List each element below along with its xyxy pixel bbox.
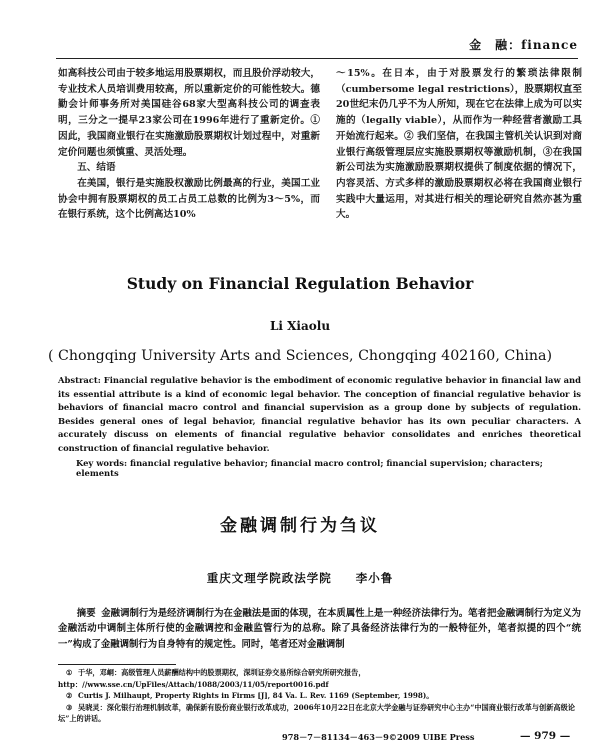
footnote-marker: ②: [66, 691, 73, 701]
print-info: 978－7－81134－463－9©2009 UIBE Press: [282, 732, 475, 742]
footnote-marker: ③: [66, 702, 73, 712]
keywords-label: Key words:: [76, 458, 128, 468]
section-heading-conclusion: 五、结语: [77, 162, 116, 174]
header-rule: [56, 58, 578, 59]
abstract-text: Financial regulative behavior is the embodiment of economic regulative behavior in financial law and its essential attribute is a kind of economic legal behavior. The conception of financial regulative behavior is behaviors of financial macro control and financial supervision as a group done by subjects of regulation. Besides general ones of legal behavior, financial regulative behavior has its own peculiar characters. A accurately discuss on elements of financial regulative behavior consolidates and enriches theoretical construction of financial regulative behavior.: [58, 375, 581, 453]
footnote-rule: [58, 664, 176, 665]
footnote-text: 吴晓灵：深化银行治理机制改革，确保新有股份商业银行改革成功，2006年10月22日在北京大学金融与证券研究中心主办“中国商业银行改革与创新高级论坛”上的讲话。: [58, 702, 575, 724]
right-paragraph-1: ～15%。在日本，由于对股票发行的繁琐法律限制（cumbersome legal restrictions），股票期权直至20世纪末仍几乎不为人所知，现在它在法律上成为可以实施的（legally viable），从而作为一种经营者激励工具开始流行起来。② 我们坚信，在我国主管机关认识到对商业银行高级管理层应实施股票期权等激励机制，③在我国新公司法为实施激励股票期权提供了制度依据的情况下，内容灵活、方式多样的激励股票期权必将在我国商业银行实践中大量运用，对其进行相关的理论研究自然亦甚为重大。: [336, 68, 582, 221]
english-author: Li Xiaolu: [269, 319, 331, 333]
footnote-1: [58, 667, 581, 690]
chinese-abstract: [58, 606, 581, 652]
chinese-abstract-text: 金融调制行为是经济调制行为在金融法是面的体现，在本质属性上是一种经济法律行为。笔者把金融调制行为定义为金融活动中调制主体所行使的金融调控和金融监管行为的总称。除了具备经济法律行为的一般特征外，笔者拟提的四个“统一”构成了金融调制行为自身特有的规定性。同时，笔者还对金融调制: [58, 608, 581, 650]
english-title: Study on Financial Regulation Behavior: [126, 274, 474, 293]
footnote-marker: ①: [66, 668, 73, 677]
left-column: [58, 66, 320, 223]
chinese-author: 李小鲁: [355, 571, 394, 585]
footnote-3: [58, 702, 581, 725]
running-head: 金 融：finance: [469, 38, 578, 52]
chinese-abstract-label: 摘要: [76, 608, 96, 619]
english-affiliation: ( Chongqing University Arts and Sciences, Chongqing 402160, China): [47, 348, 553, 364]
footnote-text: Curtis J. Milhaupt, Property Rights in Firms [J], 84 Va. L. Rev. 1169 (September, 1998)。: [78, 691, 434, 701]
keywords-text: financial regulative behavior; financial macro control; financial supervision; characters; elements: [76, 458, 543, 478]
left-paragraph-2: 在美国，银行是实施股权激励比例最高的行业，美国工业协会中拥有股票期权的员工占员工总数的比例为3～5%，而在银行系统，这个比例高达10%: [58, 177, 320, 221]
footnotes: [58, 667, 581, 725]
chinese-title: 金融调制行为刍议: [220, 516, 380, 536]
page-number: — 979 —: [520, 730, 571, 742]
abstract-label: Abstract:: [58, 375, 101, 385]
chinese-affiliation: 重庆文理学院政法学院: [206, 571, 332, 585]
english-keywords: [76, 458, 581, 478]
english-abstract: [58, 374, 581, 456]
left-paragraph-1: 如高科技公司由于较多地运用股票期权，而且股价浮动较大，专业技术人员培训费用较高，所以重新定价的可能性较大。德勤会计师事务所对美国硅谷68家大型高科技公司的调查表明，三分之一提早23家公司在1996年进行了重新定价。① 因此，我国商业银行在实施激励股票期权计划过程中，对重新定价问题也须慎重、灵活处理。: [58, 68, 320, 158]
right-column: [336, 66, 582, 223]
footnote-2: [58, 690, 581, 702]
chinese-byline: [0, 570, 600, 586]
footnote-text: 于华，邓峒：高级管理人员薪酬结构中的股票期权，深圳证券交易所综合研究所研究报告，http：//www.sse.cn/UpFiles/Attach/1088/2003/11/05/report0016.pdf: [58, 668, 366, 689]
